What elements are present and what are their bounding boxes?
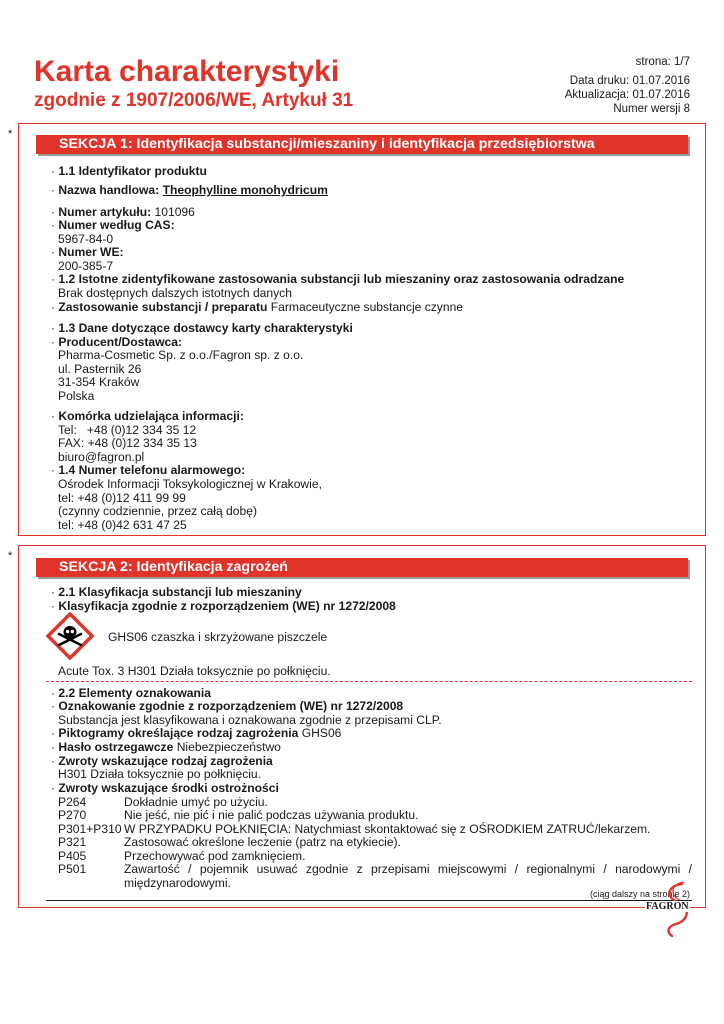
classification-label: · 2.1 Klasyfikacja substancji lub mieszaniny xyxy=(51,585,302,599)
precaution-text-continued: międzynarodowymi. xyxy=(124,876,231,890)
relevant-uses-label: · 1.2 Istotne zidentyfikowane zastosowania substancji lub mieszaniny oraz zastosowania odradzane xyxy=(51,272,625,286)
labelling-value: Substancja jest klasyfikowana i oznakowana zgodnie z przepisami CLP. xyxy=(58,713,442,727)
change-marker: * xyxy=(8,550,13,562)
precaution-text: Przechowywać pod zamknięciem. xyxy=(124,849,306,863)
skull-crossbones-icon xyxy=(46,612,94,660)
trade-name: · Nazwa handlowa: Theophylline monohydricum xyxy=(51,183,328,197)
info-label: · Komórka udzielająca informacji: xyxy=(51,409,244,423)
precaution-code: P501 xyxy=(58,862,87,876)
precaution-text: Dokładnie umyć po użyciu. xyxy=(124,795,268,809)
we-value: 200-385-7 xyxy=(58,259,114,273)
signal-word: · Hasło ostrzegawcze Niebezpieczeństwo xyxy=(51,740,281,754)
producer-line: 31-354 Kraków xyxy=(58,375,140,389)
change-marker: * xyxy=(8,128,13,140)
emergency-line: (czynny codziennie, przez całą dobę) xyxy=(58,504,257,518)
section-2-header: SEKCJA 2: Identyfikacja zagrożeń xyxy=(36,558,688,577)
hazard-statement: H301 Działa toksycznie po połknięciu. xyxy=(58,767,262,781)
precaution-code: P405 xyxy=(58,849,87,863)
document-subtitle: zgodnie z 1907/2006/WE, Artykuł 31 xyxy=(34,90,354,111)
supplier-details-label: · 1.3 Dane dotyczące dostawcy karty charakterystyki xyxy=(51,321,353,335)
classification-regulation: · Klasyfikacja zgodnie z rozporządzeniem (WE) nr 1272/2008 xyxy=(51,599,396,613)
application: · Zastosowanie substancji / preparatu Farmaceutyczne substancje czynne xyxy=(51,300,464,314)
precaution-code: P264 xyxy=(58,795,87,809)
we-label: · Numer WE: xyxy=(51,245,124,259)
product-identifier: · 1.1 Identyfikator produktu xyxy=(51,164,207,178)
fagron-logo-text: FAGRON xyxy=(646,901,689,912)
update-date: Aktualizacja: 01.07.2016 xyxy=(564,89,690,101)
info-line: biuro@fagron.pl xyxy=(58,450,145,464)
article-number: · Numer artykułu: 101096 xyxy=(51,205,195,219)
ghs-pictogram-text: GHS06 czaszka i skrzyżowane piszczele xyxy=(108,630,328,644)
precaution-text: Zastosować określone leczenie (patrz na etykiecie). xyxy=(124,835,401,849)
emergency-line: tel: +48 (0)42 631 47 25 xyxy=(58,518,187,532)
page-number: strona: 1/7 xyxy=(635,56,690,68)
cas-value: 5967-84-0 xyxy=(58,232,114,246)
section-1-header: SEKCJA 1: Identyfikacja substancji/mieszaniny i identyfikacja przedsiębiorstwa xyxy=(36,135,688,154)
relevant-uses-value: Brak dostępnych dalszych istotnych danych xyxy=(58,286,292,300)
precaution-code: P321 xyxy=(58,835,87,849)
version-number: Numer wersji 8 xyxy=(613,103,690,115)
hazard-pictograms: · Piktogramy określające rodzaj zagrożenia GHS06 xyxy=(51,726,342,740)
emergency-line: tel: +48 (0)12 411 99 99 xyxy=(58,491,186,505)
continued-note: (ciąg dalszy na stronie 2) xyxy=(589,889,690,899)
producer-line: Pharma-Cosmetic Sp. z o.o./Fagron sp. z o.o. xyxy=(58,348,304,362)
producer-line: Polska xyxy=(58,389,95,403)
dashed-divider xyxy=(46,681,692,682)
footer-rule xyxy=(46,900,692,901)
print-date: Data druku: 01.07.2016 xyxy=(569,75,690,87)
producer-label: · Producent/Dostawca: xyxy=(51,335,183,349)
info-line: Tel: +48 (0)12 334 35 12 xyxy=(58,423,197,437)
emergency-line: Ośrodek Informacji Toksykologicznej w Krakowie, xyxy=(58,477,322,491)
precautionary-label: · Zwroty wskazujące środki ostrożności xyxy=(51,781,279,795)
labelling-regulation: · Oznakowanie zgodnie z rozporządzeniem (WE) nr 1272/2008 xyxy=(51,699,404,713)
producer-line: ul. Pasternik 26 xyxy=(58,362,142,376)
label-elements: · 2.2 Elementy oznakowania xyxy=(51,686,211,700)
trade-name-value: Theophylline monohydricum xyxy=(162,183,328,197)
document-title: Karta charakterystyki xyxy=(34,55,340,88)
hazard-statements-label: · Zwroty wskazujące rodzaj zagrożenia xyxy=(51,754,273,768)
precaution-text: W PRZYPADKU POŁKNIĘCIA: Natychmiast skontaktować się z OŚRODKIEM ZATRUĆ/lekarzem. xyxy=(124,822,651,836)
precaution-code: P301+P310 xyxy=(58,822,122,836)
precaution-code: P270 xyxy=(58,808,87,822)
info-line: FAX: +48 (0)12 334 35 13 xyxy=(58,436,197,450)
cas-label: · Numer według CAS: xyxy=(51,218,175,232)
acute-toxicity: Acute Tox. 3 H301 Działa toksycznie po połknięciu. xyxy=(58,664,331,678)
precaution-text: Zawartość / pojemnik usuwać zgodnie z przepisami miejscowymi / regionalnymi / narodowymi / xyxy=(124,862,692,876)
emergency-label: · 1.4 Numer telefonu alarmowego: xyxy=(51,463,246,477)
precaution-text: Nie jeść, nie pić i nie palić podczas używania produktu. xyxy=(124,808,419,822)
